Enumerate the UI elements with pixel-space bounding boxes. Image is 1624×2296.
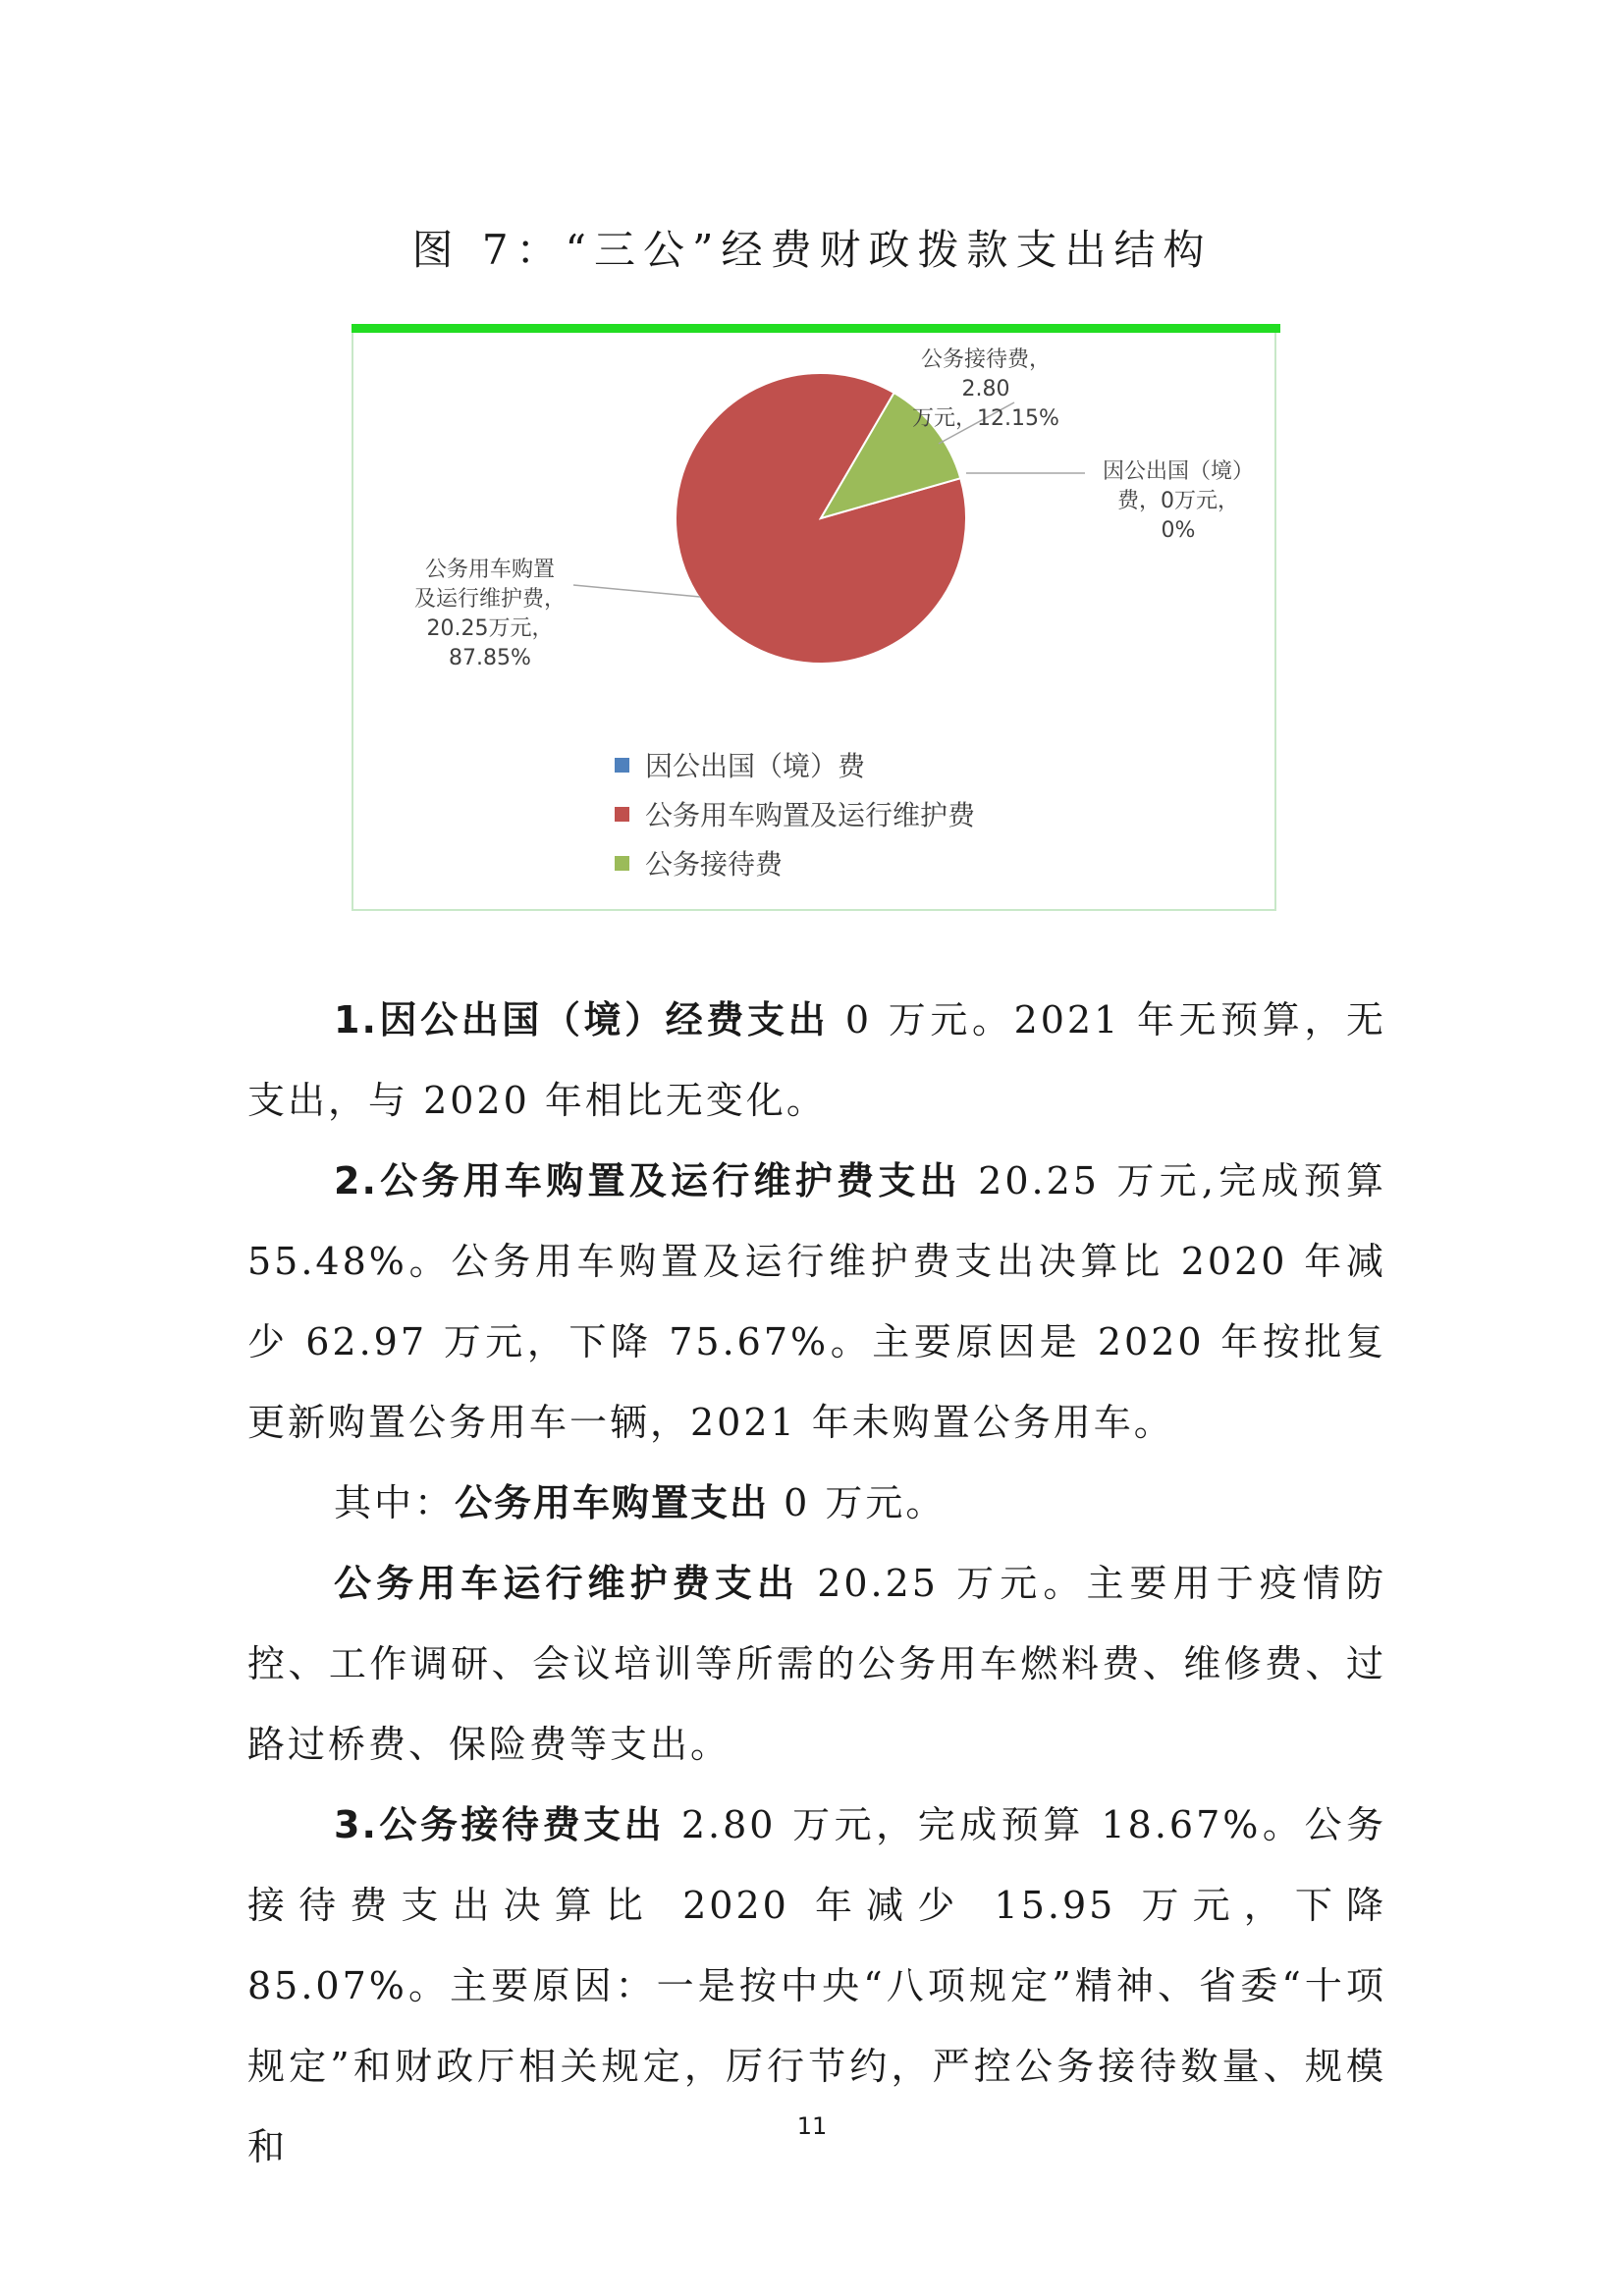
slice-label-line: 公务接待费，2.80 <box>920 347 1051 401</box>
body-text <box>247 980 1386 2187</box>
page-number: 11 <box>796 2112 828 2140</box>
figure-title: 图 7：“三公”经费财政拨款支出结构 <box>411 226 1213 274</box>
slice-label-line: 20.25万元， <box>426 616 554 641</box>
legend-label: 公务接待费 <box>645 848 784 881</box>
slice-label-overseas <box>1090 457 1267 546</box>
legend-swatch-blue <box>615 758 629 773</box>
paragraph-heading: 2.公务用车购置及运行维护费支出 <box>334 1159 961 1202</box>
legend-swatch-red <box>615 807 629 822</box>
slice-label-line: 及运行维护费， <box>413 587 566 612</box>
paragraph-vehicle <box>247 1141 1386 1463</box>
slice-label-line: 费，0万元， <box>1117 489 1239 513</box>
pie-chart <box>352 324 1276 911</box>
legend-label: 公务用车购置及运行维护费 <box>645 799 976 831</box>
paragraph-text: 0 万元。2021 年无预算，无支出，与 2020 年相比无变化。 <box>247 998 1386 1122</box>
legend-item-overseas <box>615 740 975 789</box>
leader-line <box>573 585 700 597</box>
legend-label: 因公出国（境）费 <box>645 750 866 782</box>
paragraph-prefix: 其中： <box>334 1481 456 1524</box>
slice-label-line: 万元，12.15% <box>912 406 1059 431</box>
paragraph-heading: 公务用车购置支出 <box>455 1481 770 1524</box>
paragraph-text: 20.25 万元,完成预算 55.48%。公务用车购置及运行维护费支出决算比 2020 年减少 62.97 万元，下降 75.67%。主要原因是 2020 年按批复更新购置公务用车一辆，2021 年未购置公务用车。 <box>247 1159 1386 1444</box>
legend-item-vehicle <box>615 789 975 838</box>
slice-label-line: 公务用车购置 <box>424 558 555 582</box>
paragraph-vehicle-maintenance <box>247 1543 1386 1785</box>
slice-label-line: 0% <box>1161 518 1196 543</box>
paragraph-overseas <box>247 980 1386 1141</box>
legend-item-reception <box>615 838 975 887</box>
paragraph-vehicle-purchase <box>247 1463 1386 1543</box>
slice-label-line: 87.85% <box>449 646 531 670</box>
legend-swatch-green <box>615 856 629 871</box>
paragraph-heading: 公务用车运行维护费支出 <box>334 1562 800 1605</box>
paragraph-text: 2.80 万元，完成预算 18.67%。公务接待费支出决算比 2020 年减少 15.95 万元，下降 85.07%。主要原因：一是按中央“八项规定”精神、省委“十项规定”和财政厅相关规定，厉行节约，严控公务接待数量、规模和 <box>247 1803 1386 2168</box>
paragraph-heading: 1.因公出国（境）经费支出 <box>334 998 830 1041</box>
slice-label-reception <box>897 346 1074 434</box>
paragraph-text: 0 万元。 <box>769 1481 947 1524</box>
paragraph-text: 20.25 万元。主要用于疫情防控、工作调研、会议培训等所需的公务用车燃料费、维修费、过路过桥费、保险费等支出。 <box>247 1562 1386 1766</box>
slice-label-line: 因公出国（境） <box>1102 459 1254 484</box>
slice-label-vehicle <box>406 556 573 673</box>
paragraph-heading: 3.公务接待费支出 <box>334 1803 666 1846</box>
chart-legend <box>615 740 975 887</box>
